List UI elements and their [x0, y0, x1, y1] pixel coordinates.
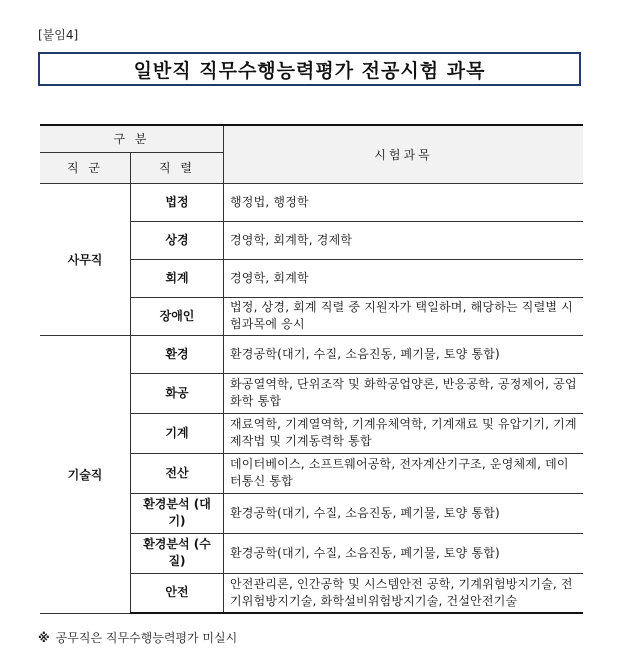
subjects-cell: 재료역학, 기계열역학, 기계유체역학, 기계재료 및 유압기기, 기계제작법 및 기계동력학 통합: [224, 413, 584, 453]
group-office: 사무직: [40, 183, 131, 335]
subjects-cell: 환경공학(대기, 수질, 소음진동, 폐기물, 토양 통합): [224, 533, 584, 573]
subjects-cell: 환경공학(대기, 수질, 소음진동, 폐기물, 토양 통합): [224, 335, 584, 373]
header-subjects: 시험과목: [224, 125, 584, 183]
reference-mark: ※: [38, 631, 50, 645]
subjects-cell: 법정, 상경, 회계 직렬 중 지원자가 택일하며, 해당하는 직렬별 시험과목에 응시: [224, 297, 584, 335]
group-technical: 기술직: [40, 335, 131, 613]
subjects-cell: 데이터베이스, 소프트웨어공학, 전자계산기구조, 운영체제, 데이터통신 통합: [224, 453, 584, 493]
header-division: 구 분: [40, 125, 224, 152]
footnote-text: 공무직은 직무수행능력평가 미실시: [55, 631, 238, 645]
header-job-series: 직 렬: [131, 152, 224, 183]
job-series-cell: 상경: [131, 221, 224, 259]
job-series-cell: 환경: [131, 335, 224, 373]
job-series-cell: 회계: [131, 259, 224, 297]
subjects-cell: 행정법, 행정학: [224, 183, 584, 221]
job-series-cell: 법정: [131, 183, 224, 221]
job-series-cell: 기계: [131, 413, 224, 453]
footnote: [38, 629, 237, 646]
subjects-cell: 경영학, 회계학, 경제학: [224, 221, 584, 259]
title-box: [38, 52, 581, 86]
exam-subjects-table: [40, 124, 583, 614]
job-series-cell: 안전: [131, 573, 224, 613]
job-series-cell: 화공: [131, 373, 224, 413]
attachment-label: [붙임4]: [38, 28, 79, 42]
table-row: [40, 183, 583, 221]
subjects-cell: 화공열역학, 단위조작 및 화학공업양론, 반응공학, 공정제어, 공업화학 통합: [224, 373, 584, 413]
job-series-cell: 전산: [131, 453, 224, 493]
subjects-cell: 환경공학(대기, 수질, 소음진동, 폐기물, 토양 통합): [224, 493, 584, 533]
subjects-cell: 안전관리론, 인간공학 및 시스템안전 공학, 기계위험방지기술, 전기위험방지기술, 화학설비위험방지기술, 건설안전기술: [224, 573, 584, 613]
header-job-group: 직 군: [40, 152, 131, 183]
header-row-1: [40, 125, 583, 152]
subjects-cell: 경영학, 회계학: [224, 259, 584, 297]
job-series-cell: 환경분석 (수질): [131, 533, 224, 573]
table-row: [40, 335, 583, 373]
job-series-cell: 환경분석 (대기): [131, 493, 224, 533]
page-title: 일반직 직무수행능력평가 전공시험 과목: [133, 59, 486, 82]
job-series-cell: 장애인: [131, 297, 224, 335]
